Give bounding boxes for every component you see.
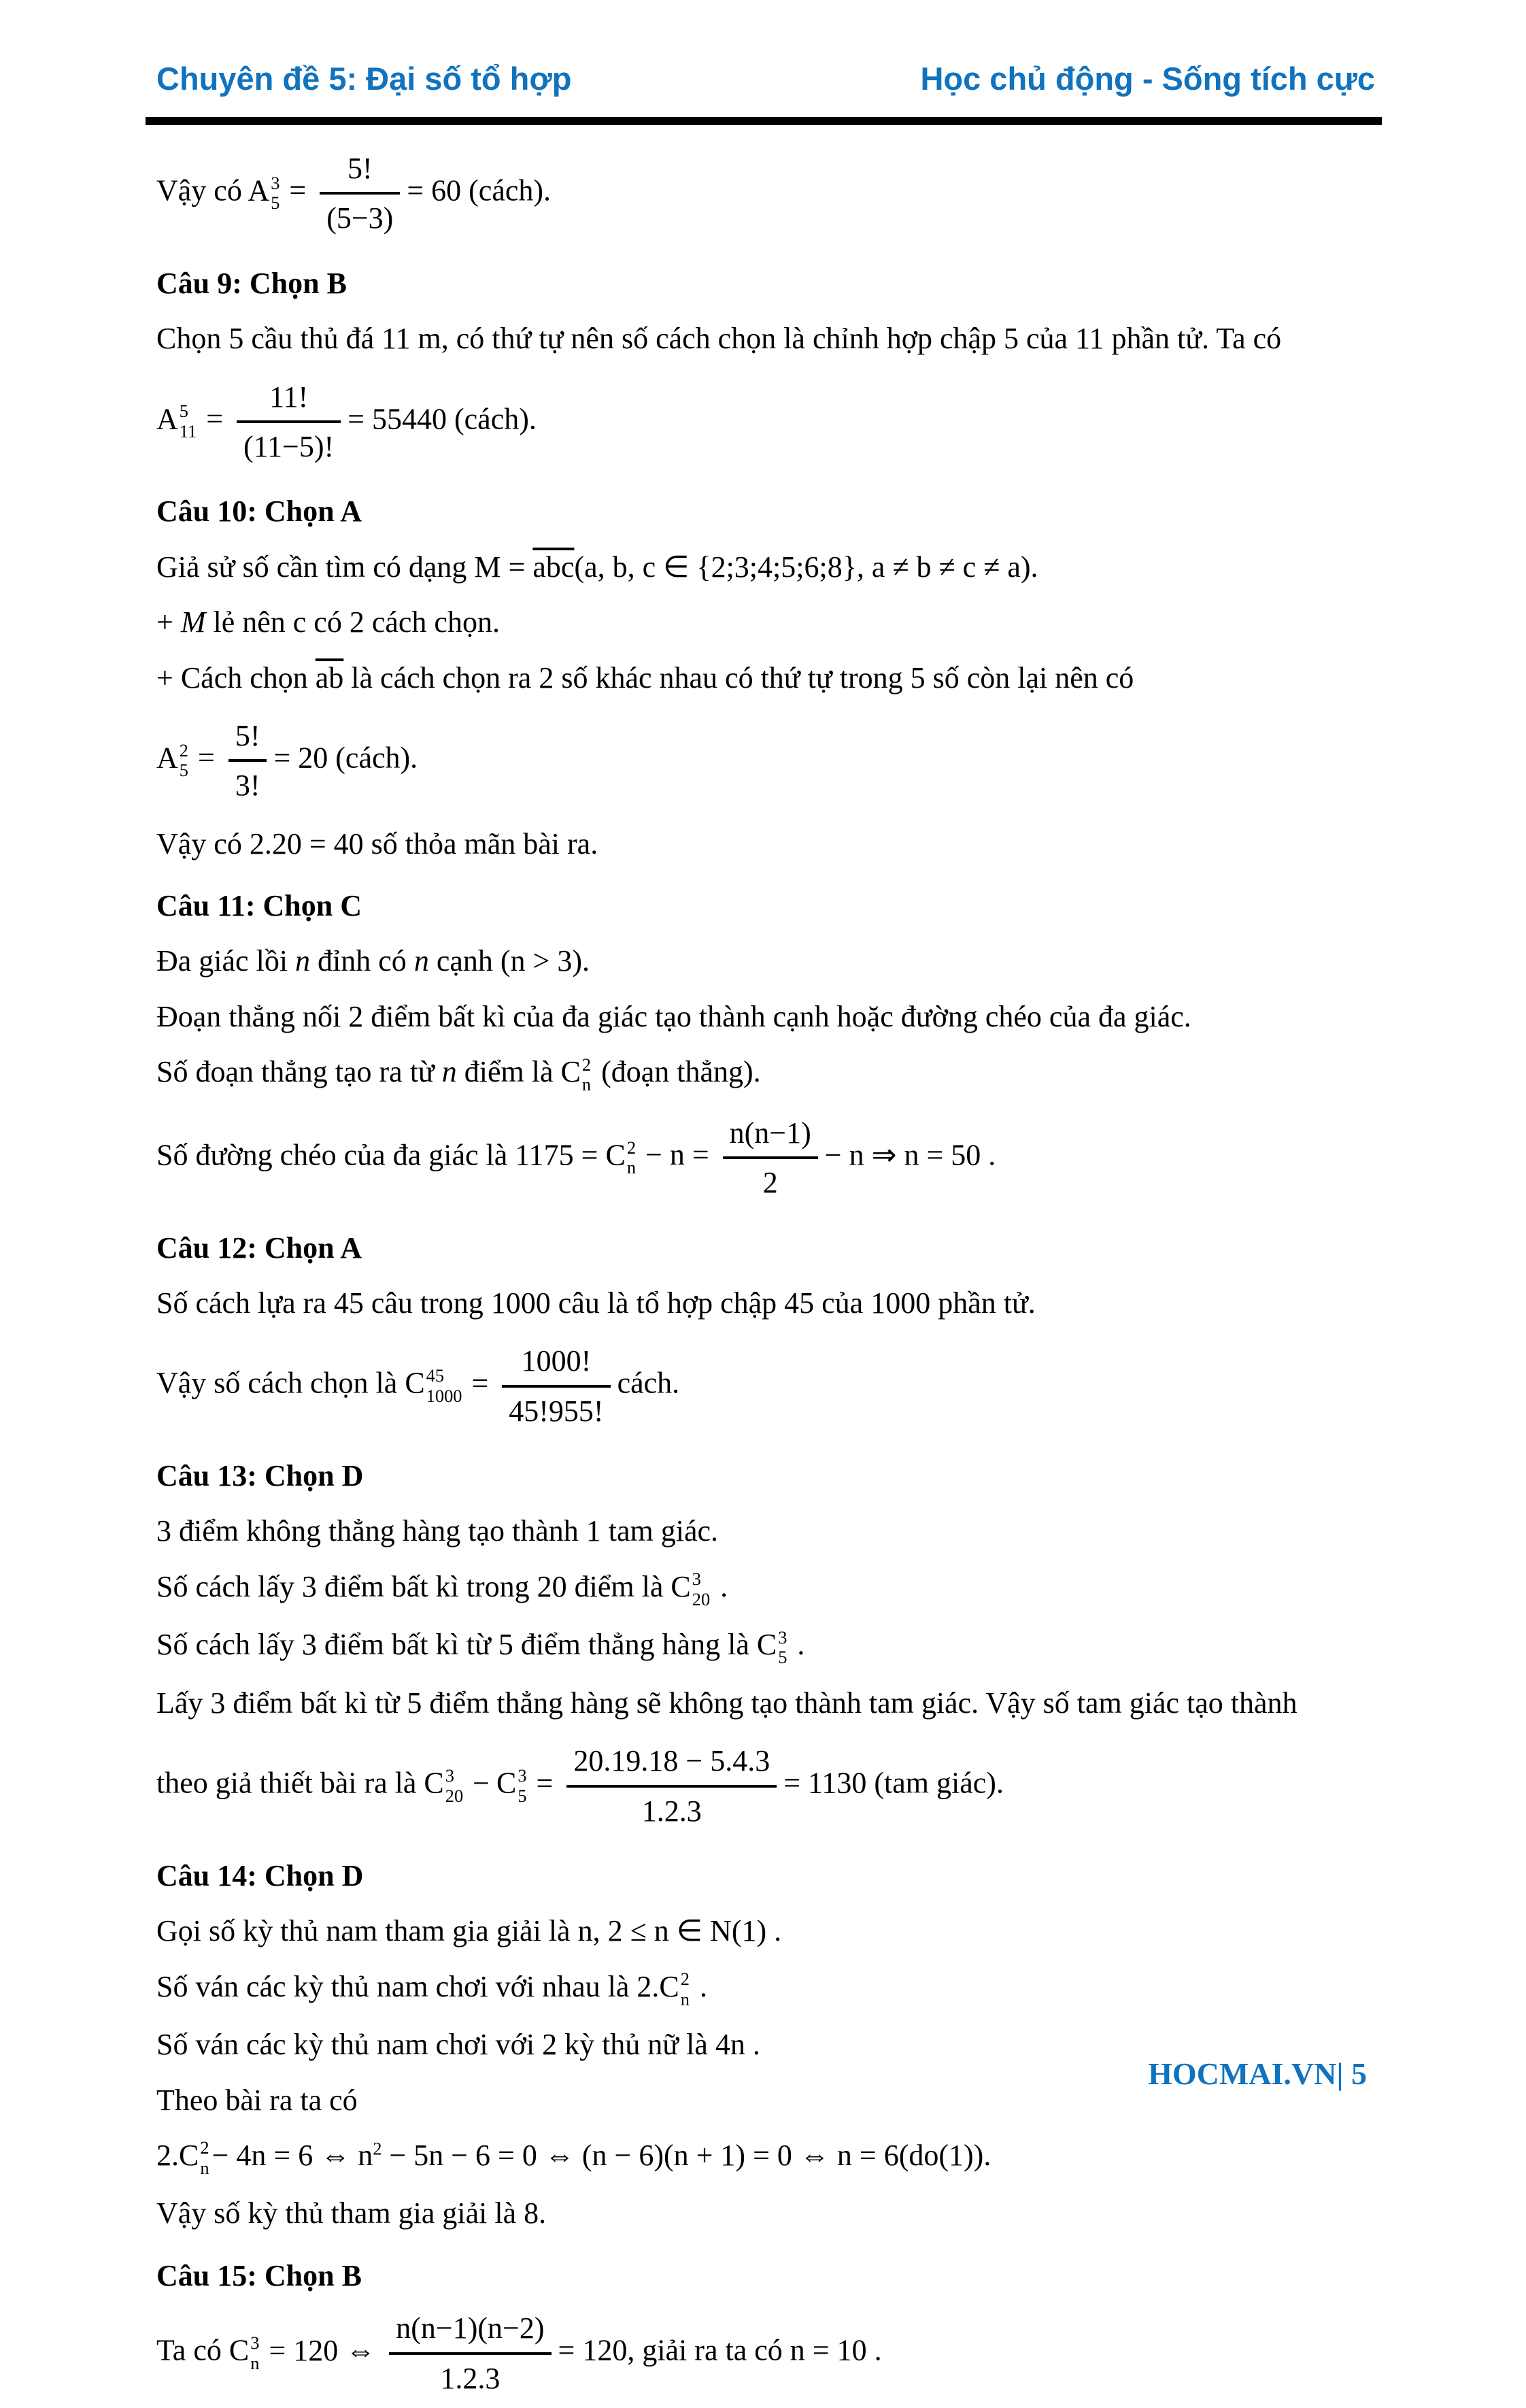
superscript: 5 xyxy=(179,401,188,422)
denominator: 1.2.3 xyxy=(566,1785,777,1831)
text-run: − n ⇒ n = 50 . xyxy=(824,1138,996,1172)
superscript: 3 xyxy=(518,1765,527,1786)
numerator: 5! xyxy=(235,718,260,752)
text-run: Số ván các kỳ thủ nam chơi với nhau là 2. xyxy=(156,1969,660,2003)
text-run: + xyxy=(156,605,181,639)
math-supsub xyxy=(627,1138,636,1178)
text-run: − 5n − 6 = 0 ⇔ (n − 6)(n + 1) = 0 ⇔ n = 6(do(1)). xyxy=(382,2138,991,2172)
denominator: 1.2.3 xyxy=(389,2352,551,2398)
text-run: = 120, giải ra ta có n = 10 . xyxy=(558,2333,882,2367)
superscript: 45 xyxy=(426,1365,445,1386)
text-run: − n = xyxy=(645,1138,709,1172)
math-supsub xyxy=(681,1969,690,2009)
equals-sign: = xyxy=(471,1366,489,1400)
fraction xyxy=(723,1113,818,1203)
subscript: n xyxy=(626,1157,637,1178)
math-base: C xyxy=(659,1969,679,2003)
question-heading-15: Câu 15: Chọn B xyxy=(156,2258,362,2292)
equals-sign: = xyxy=(197,741,215,775)
equals-sign: = xyxy=(206,402,224,436)
superscript: 3 xyxy=(692,1569,701,1590)
solution-line: Vậy có 2.20 = 40 số thỏa mãn bài ra. xyxy=(156,826,598,860)
subscript: n xyxy=(200,2157,209,2178)
numerator: n(n−1) xyxy=(729,1116,811,1150)
math-base: C xyxy=(605,1138,626,1172)
math-base: A xyxy=(248,173,270,207)
page-footer xyxy=(1148,2056,1367,2092)
math-base: C xyxy=(179,2138,199,2172)
subscript: 5 xyxy=(271,193,280,214)
solution-line xyxy=(156,547,1375,587)
text-run: Số cách lấy 3 điểm bất kì từ 5 điểm thẳng hàng là xyxy=(156,1628,757,1662)
fraction xyxy=(228,716,267,806)
text-run: = 120 ⇔ xyxy=(269,2333,376,2367)
text-run: Số đoạn thẳng tạo ra từ xyxy=(156,1055,442,1089)
numerator: 11! xyxy=(269,380,309,414)
math-supsub xyxy=(445,1766,463,1806)
math-supsub xyxy=(271,173,279,214)
subscript: 5 xyxy=(518,1785,527,1806)
header-right-motto: Học chủ động - Sống tích cực xyxy=(920,61,1375,97)
solution-formula-line xyxy=(156,2305,1375,2401)
subscript: 11 xyxy=(179,420,197,441)
text-run: đỉnh có xyxy=(310,944,414,978)
text-run: + Cách chọn xyxy=(156,660,316,695)
solution-formula-line xyxy=(156,374,1375,470)
math-supsub xyxy=(180,401,197,441)
denominator: (11−5)! xyxy=(237,420,341,467)
text-run: (a, b, c ∈ {2;3;4;5;6;8}, a ≠ b ≠ c ≠ a). xyxy=(574,550,1038,584)
subscript: n xyxy=(581,1074,592,1095)
question-heading-9: Câu 9: Chọn B xyxy=(156,266,347,300)
question-heading-11: Câu 11: Chọn C xyxy=(156,889,362,923)
numerator: 5! xyxy=(347,152,373,185)
denominator: 45!955! xyxy=(502,1385,610,1431)
math-base: A xyxy=(156,741,178,775)
math-base: C xyxy=(496,1766,517,1800)
subscript: n xyxy=(680,1988,690,2009)
subscript: 1000 xyxy=(426,1385,462,1406)
italic-var: n xyxy=(413,944,429,978)
question-heading-10: Câu 10: Chọn A xyxy=(156,495,362,529)
math-base: C xyxy=(756,1628,777,1662)
text-run: . xyxy=(713,1569,728,1603)
text-run: là cách chọn ra 2 số khác nhau có thứ tự trong 5 số còn lại nên có xyxy=(343,660,1134,695)
text-run: Đa giác lồi xyxy=(156,944,296,978)
overline-text: $\overline{abc}$ xyxy=(532,550,575,584)
overline-text: $\overline{ab}$ xyxy=(315,660,344,695)
italic-var: M xyxy=(180,605,206,639)
solution-line: Đoạn thẳng nối 2 điểm bất kì của đa giác tạo thành cạnh hoặc đường chéo của đa giác. xyxy=(156,999,1191,1033)
subscript: 5 xyxy=(778,1647,787,1668)
text-run: Số đường chéo của đa giác là 1175 = xyxy=(156,1138,606,1172)
numerator: 20.19.18 − 5.4.3 xyxy=(573,1744,770,1778)
subscript: 20 xyxy=(445,1785,464,1806)
text-run: theo giả thiết bài ra là xyxy=(156,1766,424,1800)
superscript: 2 xyxy=(581,1054,592,1075)
text-run: . xyxy=(692,1969,707,2003)
solution-line xyxy=(156,1624,1375,1667)
footer-brand: HOCMAI.VN| xyxy=(1148,2056,1344,2091)
solution-formula-line xyxy=(156,713,1375,809)
solution-line: Chọn 5 cầu thủ đá 11 m, có thứ tự nên số cách chọn là chỉnh hợp chập 5 của 11 phần tử. Ta có xyxy=(156,322,1282,356)
text-run: điểm là xyxy=(456,1055,561,1089)
denominator: (5−3) xyxy=(320,192,400,238)
math-base: C xyxy=(228,2333,250,2367)
math-supsub xyxy=(518,1766,526,1806)
question-heading-12: Câu 12: Chọn A xyxy=(156,1231,362,1265)
text-run: Vậy số cách chọn là xyxy=(156,1366,405,1400)
text-run: Giả sử số cần tìm có dạng M = xyxy=(156,550,533,584)
text-run: − 4n = 6 ⇔ n xyxy=(211,2138,373,2172)
page-header xyxy=(156,60,1375,97)
fraction xyxy=(237,377,341,467)
math-supsub xyxy=(692,1569,710,1609)
superscript: 3 xyxy=(250,2332,260,2354)
text-run: . xyxy=(790,1628,805,1662)
subscript: 20 xyxy=(692,1588,711,1609)
solution-line xyxy=(156,658,1375,698)
footer-page-number: 5 xyxy=(1351,2056,1367,2091)
superscript: 2 xyxy=(626,1137,637,1158)
subscript: n xyxy=(250,2352,260,2373)
equals-sign: = xyxy=(289,173,307,207)
text-run: = 55440 (cách). xyxy=(347,402,537,436)
solution-formula-line xyxy=(156,146,1375,241)
text-run: 2. xyxy=(156,2138,179,2172)
solution-line xyxy=(156,1567,1375,1609)
math-supsub xyxy=(426,1366,462,1406)
header-rule xyxy=(146,117,1382,125)
solution-line: 3 điểm không thẳng hàng tạo thành 1 tam giác. xyxy=(156,1514,719,1548)
math-base: A xyxy=(156,402,178,436)
superscript: 3 xyxy=(271,172,280,193)
subscript: 5 xyxy=(179,760,188,781)
solution-line xyxy=(156,941,1375,981)
text-run: = 60 (cách). xyxy=(407,173,552,207)
text-run: Ta có xyxy=(156,2333,229,2367)
denominator: 3! xyxy=(228,759,267,805)
minus-sign: − xyxy=(473,1766,490,1800)
denominator: 2 xyxy=(723,1156,818,1203)
solution-formula-line xyxy=(156,1110,1375,1206)
fraction xyxy=(320,148,400,239)
text-run: lẻ nên c có 2 cách chọn. xyxy=(205,605,500,639)
text-run: cách. xyxy=(617,1366,680,1400)
solution-formula-line xyxy=(156,1338,1375,1434)
italic-var: n xyxy=(295,944,311,978)
superscript: 2 xyxy=(680,1969,690,1990)
math-supsub xyxy=(250,2333,259,2373)
fraction xyxy=(389,2308,551,2398)
text-run: (đoạn thẳng). xyxy=(594,1055,761,1089)
math-supsub xyxy=(200,2138,209,2178)
italic-var: n xyxy=(441,1055,457,1089)
solution-line xyxy=(156,1967,1375,2009)
superscript: 2 xyxy=(179,739,188,760)
numerator: 1000! xyxy=(521,1344,592,1378)
superscript: 3 xyxy=(778,1626,787,1648)
solution-line: Theo bài ra ta có xyxy=(156,2083,358,2117)
solution-line: Số cách lựa ra 45 câu trong 1000 câu là tổ hợp chập 45 của 1000 phần tử. xyxy=(156,1286,1036,1320)
solution-formula-line xyxy=(156,1738,1375,1834)
text-run: Số cách lấy 3 điểm bất kì trong 20 điểm là xyxy=(156,1569,671,1603)
fraction xyxy=(502,1341,610,1431)
text-run: Vậy có xyxy=(156,173,248,207)
solution-formula-line xyxy=(156,2135,1375,2178)
math-base: C xyxy=(405,1366,425,1400)
numerator: n(n−1)(n−2) xyxy=(396,2311,545,2345)
superscript: 2 xyxy=(373,2138,382,2159)
equals-sign: = xyxy=(536,1766,554,1800)
solution-line: Gọi số kỳ thủ nam tham gia giải là n, 2 ≤ n ∈ N(1) . xyxy=(156,1914,782,1948)
math-base: C xyxy=(671,1569,691,1603)
text-run: = 20 (cách). xyxy=(273,741,418,775)
question-heading-14: Câu 14: Chọn D xyxy=(156,1858,364,1892)
solution-line xyxy=(156,1052,1375,1094)
question-heading-13: Câu 13: Chọn D xyxy=(156,1459,364,1493)
fraction xyxy=(566,1741,777,1831)
math-supsub xyxy=(778,1628,787,1668)
solution-line: Vậy số kỳ thủ tham gia giải là 8. xyxy=(156,2196,547,2230)
math-base: C xyxy=(560,1055,581,1089)
text-run: = 1130 (tam giác). xyxy=(783,1766,1004,1800)
superscript: 3 xyxy=(445,1765,454,1786)
math-supsub xyxy=(180,741,188,781)
solution-line xyxy=(156,602,1375,642)
solution-line: Lấy 3 điểm bất kì từ 5 điểm thẳng hàng sẽ không tạo thành tam giác. Vậy số tam giác tạo thành xyxy=(156,1686,1298,1720)
math-base: C xyxy=(424,1766,444,1800)
header-left-title: Chuyên đề 5: Đại số tổ hợp xyxy=(156,61,572,97)
text-run: cạnh (n > 3). xyxy=(428,944,590,978)
superscript: 2 xyxy=(200,2137,209,2158)
math-supsub xyxy=(582,1055,591,1095)
solution-line: Số ván các kỳ thủ nam chơi với 2 kỳ thủ nữ là 4n . xyxy=(156,2028,760,2062)
